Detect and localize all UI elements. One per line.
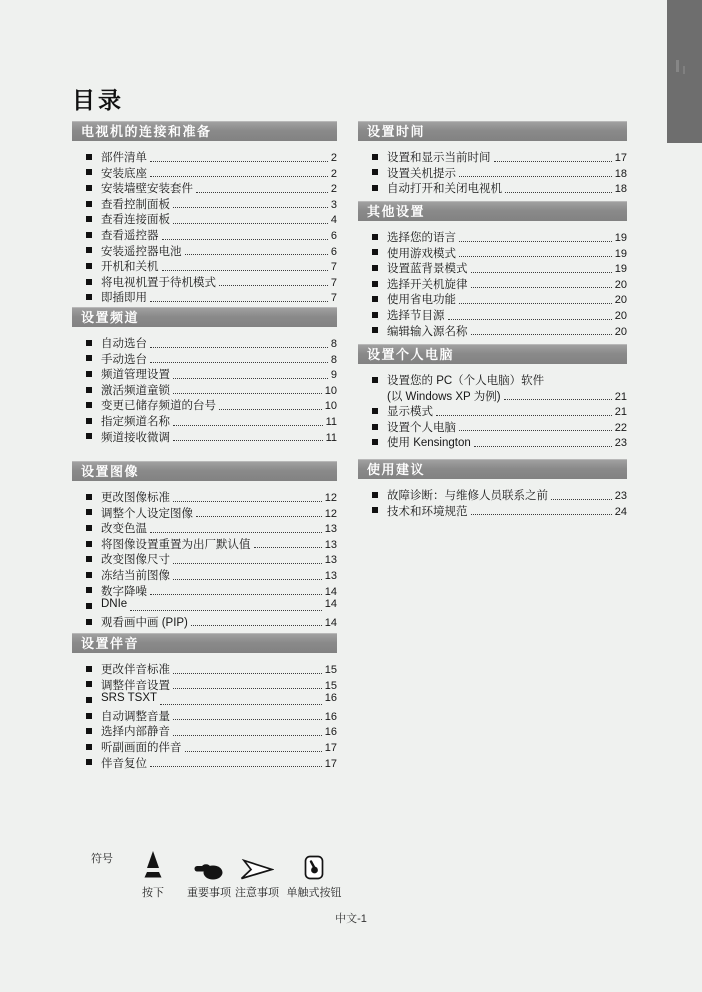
toc-item-page: 10 [324,400,337,413]
toc-item-page: 7 [330,292,337,305]
bullet-square-icon [86,744,92,750]
toc-item [372,372,627,388]
section-items [358,364,627,450]
dot-leader [150,161,328,162]
bullet-square-icon [86,666,92,672]
toc-item-page: 8 [330,338,337,350]
dot-leader [160,704,322,705]
bullet-square-icon [372,424,378,430]
section-title: 设置时间 [367,124,426,139]
bullet-square-icon [86,587,92,593]
dot-leader [459,256,612,257]
dot-leader [173,425,323,426]
toc-item-label: 编辑输入源名称 [387,325,468,338]
toc-item-page: 2 [330,167,337,180]
toc-item-label: 冻结当前图像 [101,569,170,582]
bullet-square-icon [86,418,92,424]
toc-item-label: 观看画中画 (PIP) [101,616,188,629]
bullet-square-icon [86,402,92,408]
bullet-square-icon [86,340,92,346]
dot-leader [173,673,322,674]
bullet-square-icon [372,249,378,255]
toc-item-label: 技术和环境规范 [387,505,468,518]
dot-leader [459,303,612,304]
bullet-square-icon [372,169,378,175]
toc-item-page: 13 [324,538,337,551]
toc-item [372,276,627,292]
toc-item-page: 18 [614,167,627,180]
toc-item-label: 安装墙壁安装套件 [101,183,193,196]
important-hand-icon [194,846,224,880]
toc-item [372,165,627,181]
toc-item-page: 6 [330,229,337,242]
dot-leader [162,239,328,240]
bullet-square-icon [86,185,92,191]
toc-item-page: 21 [614,406,627,419]
toc-item [372,291,627,307]
toc-item-page: 3 [330,198,337,211]
section-title: 其他设置 [367,204,426,219]
section-items [72,481,337,629]
bullet-square-icon [86,232,92,238]
toc-item-page: 11 [325,431,337,444]
dot-leader [150,301,328,302]
toc-item [86,429,337,445]
toc-item-label: 使用游戏模式 [387,247,456,260]
toc-item-label: 设置蓝背景模式 [387,263,468,276]
toc-item [86,755,337,771]
toc-item-label: 将图像设置重置为出厂默认值 [101,538,251,551]
toc-item-page: 19 [614,232,627,244]
toc-item-label: 改变图像尺寸 [101,554,170,567]
bullet-square-icon [86,294,92,300]
toc-item [86,567,337,583]
toc-item-label: 显示模式 [387,406,433,419]
legend-note-label: 注意事项 [235,887,279,899]
toc-item-label: 安装遥控器电池 [101,245,182,258]
bullet-square-icon [86,525,92,531]
toc-item-page: 14 [324,585,337,598]
toc-item [86,366,337,382]
dot-leader [173,378,328,379]
toc-item-page: 13 [324,569,337,582]
toc-item-label: 设置您的 PC（个人电脑）软件 [387,375,545,387]
toc-item-label: 开机和关机 [101,261,159,274]
dot-leader [459,241,612,242]
bullet-square-icon [86,509,92,515]
section-header-bar [358,121,627,141]
toc-item-page: 15 [324,664,337,676]
toc-section [358,344,627,450]
toc-section [72,461,337,629]
dot-leader [459,430,612,431]
toc-item-label: 部件清单 [101,152,147,164]
dot-leader [471,272,612,273]
toc-item [86,149,337,165]
toc-item-page: 12 [324,507,337,520]
legend-onetouch [278,846,350,900]
toc-item-page: 17 [324,741,337,754]
toc-item [372,307,627,323]
bullet-square-icon [86,603,92,609]
legend-press-label: 按下 [142,887,164,899]
toc-item-page: 2 [330,152,337,164]
toc-item-label: 将电视机置于待机模式 [101,276,216,289]
toc-item-label: 即插即用 [101,292,147,305]
section-header-bar [358,201,627,221]
toc-item-label: 设置和显示当前时间 [387,152,491,164]
bullet-square-icon [86,201,92,207]
toc-item [372,260,627,276]
toc-item-page: 20 [614,278,627,291]
toc-item-page: 15 [324,679,337,692]
legend-symbol [84,846,120,866]
toc-item-page: 2 [330,183,337,196]
toc-item-page: 13 [324,523,337,536]
bullet-square-icon [372,265,378,271]
toc-item-page: 14 [324,598,337,611]
toc-item-page: 22 [614,421,627,434]
bullet-square-icon [86,728,92,734]
toc-item-page: 19 [614,247,627,260]
bullet-square-icon [372,377,378,383]
toc-item [372,229,627,245]
toc-item-page: 20 [614,294,627,307]
toc-item [372,403,627,419]
dot-leader [471,334,612,335]
section-title: 电视机的连接和准备 [81,124,212,139]
toc-item-label: 选择内部静音 [101,726,170,739]
dot-leader [436,415,612,416]
toc-item-label: 调整个人设定图像 [101,507,193,520]
toc-section [72,307,337,444]
toc-item-page: 16 [324,692,337,705]
bullet-square-icon [372,281,378,287]
toc-item-label: 更改伴音标准 [101,664,170,676]
toc-item-label: DNIe [101,598,128,611]
note-arrow-icon [240,846,274,880]
bullet-square-icon [86,681,92,687]
dot-leader [196,516,322,517]
section-title: 设置伴音 [81,636,140,651]
toc-item-page: 11 [325,415,337,428]
toc-item-page: 17 [324,757,337,770]
bullet-square-icon [86,169,92,175]
toc-item [86,382,337,398]
toc-item [86,536,337,552]
bullet-square-icon [372,507,378,513]
dot-leader [254,547,322,548]
toc-item [86,180,337,196]
dot-leader [219,409,322,410]
bullet-square-icon [86,387,92,393]
dot-leader [173,579,322,580]
toc-item-page: 9 [330,369,337,382]
toc-item-label: 自动选台 [101,338,147,350]
toc-item-page: 20 [614,309,627,322]
dot-leader [185,254,328,255]
dot-leader [150,532,322,533]
section-header-bar [358,459,627,479]
toc-item-label: 激活频道童锁 [101,384,170,397]
toc-item [372,180,627,196]
toc-section [358,201,627,338]
toc-item-label: 自动调整音量 [101,710,170,723]
side-tab-mark [683,66,685,74]
toc-item-page: 23 [614,437,627,450]
toc-item [372,487,627,503]
toc-item-label: 调整伴音设置 [101,679,170,692]
toc-item [86,351,337,367]
dot-leader [173,501,322,502]
section-items [72,141,337,305]
bullet-square-icon [86,279,92,285]
toc-item [86,335,337,351]
dot-leader [173,563,322,564]
side-tab-mark [676,60,679,72]
section-items [72,653,337,770]
bullet-square-icon [86,619,92,625]
toc-item [86,583,337,599]
toc-item [86,258,337,274]
toc-item [86,165,337,181]
toc-item [86,289,337,305]
toc-item-label: 选择开关机旋律 [387,278,468,291]
toc-item [372,149,627,165]
toc-item-label: 安装底座 [101,167,147,180]
toc-item [372,419,627,435]
bullet-square-icon [86,697,92,703]
toc-item-label: 使用省电功能 [387,294,456,307]
toc-item-page: 8 [330,353,337,366]
bullet-square-icon [86,371,92,377]
toc-item [86,211,337,227]
toc-item-page: 13 [324,554,337,567]
bullet-square-icon [372,234,378,240]
section-items [358,141,627,196]
bullet-square-icon [86,572,92,578]
bullet-square-icon [86,263,92,269]
toc-item-label: 变更已储存频道的台号 [101,400,216,413]
toc-item-label: 频道接收微调 [101,431,170,444]
toc-item-page: 7 [330,276,337,289]
toc-item [86,196,337,212]
dot-leader [150,347,328,348]
toc-item [86,692,337,708]
toc-item-page: 24 [614,505,627,518]
section-header-bar [72,121,337,141]
toc-item [86,505,337,521]
toc-item-label: 查看遥控器 [101,229,159,242]
toc-item-label: 数字降噪 [101,585,147,598]
dot-leader [551,499,612,500]
toc-item [86,614,337,630]
toc-item [372,434,627,450]
dot-leader [448,319,612,320]
toc-item-label: 选择您的语言 [387,232,456,244]
toc-item-page: 17 [614,152,627,164]
legend-onetouch-label: 单触式按钮 [286,887,342,899]
toc-item-label: 改变色温 [101,523,147,536]
bullet-square-icon [372,408,378,414]
dot-leader [185,751,322,752]
toc-item [86,489,337,505]
toc-item [86,413,337,429]
dot-leader [150,176,328,177]
section-title: 使用建议 [367,462,426,477]
one-touch-button-icon [304,846,324,880]
toc-item [86,227,337,243]
toc-item [86,723,337,739]
toc-section [358,121,627,196]
toc-item-label: 查看连接面板 [101,214,170,227]
toc-item-label: 故障诊断：与维修人员联系之前 [387,490,548,502]
toc-item [86,661,337,677]
dot-leader [173,223,328,224]
toc-item-label: 手动选台 [101,353,147,366]
toc-item-page: 20 [614,325,627,338]
dot-leader [150,362,328,363]
dot-leader [173,719,322,720]
bullet-square-icon [86,247,92,253]
toc-item [372,388,627,404]
dot-leader [459,176,612,177]
bullet-square-icon [372,185,378,191]
toc-item-page: 7 [330,261,337,274]
section-items [358,479,627,518]
toc-item-label: 使用 Kensington [387,437,471,450]
section-title: 设置频道 [81,310,140,325]
bullet-square-icon [86,433,92,439]
section-header-bar [358,344,627,364]
dot-leader [162,270,328,271]
section-items [358,221,627,338]
bullet-square-icon [86,556,92,562]
dot-leader [130,610,322,611]
legend-symbol-label: 符号 [91,853,113,865]
toc-item [86,598,337,614]
toc-item [372,503,627,519]
toc-item-page: 10 [324,384,337,397]
page-title: 目录 [72,87,124,113]
toc-item-page: 21 [614,390,627,403]
toc-item-label: SRS TSXT [101,692,158,705]
toc-item-label: 设置个人电脑 [387,421,456,434]
dot-leader [494,161,612,162]
toc-item [86,551,337,567]
toc-item-label: 听副画面的伴音 [101,741,182,754]
dot-leader [474,446,612,447]
dot-leader [504,399,612,400]
toc-item [86,708,337,724]
dot-leader [219,285,328,286]
toc-item-page: 16 [324,710,337,723]
dot-leader [505,192,612,193]
dot-leader [173,207,328,208]
section-header-bar [72,461,337,481]
dot-leader [173,688,322,689]
section-title: 设置图像 [81,464,140,479]
dot-leader [471,287,612,288]
toc-item-page: 19 [614,263,627,276]
toc-item [86,677,337,693]
toc-item [86,739,337,755]
dot-leader [173,440,323,441]
bullet-square-icon [86,713,92,719]
toc-item-label: 选择节目源 [387,309,445,322]
bullet-square-icon [372,154,378,160]
page-number: 中文-1 [335,913,367,925]
legend-press [130,846,176,900]
bullet-square-icon [372,327,378,333]
bullet-square-icon [86,541,92,547]
toc-item-label: 查看控制面板 [101,198,170,211]
dot-leader [150,766,322,767]
bullet-square-icon [86,154,92,160]
toc-item-page: 12 [324,492,337,504]
toc-section [358,459,627,518]
press-triangle-icon [143,846,163,880]
toc-item-page: 18 [614,183,627,196]
dot-leader [191,625,322,626]
toc-item [86,520,337,536]
toc-item-label: 指定频道名称 [101,415,170,428]
toc-item-label: (以 Windows XP 为例) [387,390,501,403]
dot-leader [173,393,322,394]
bullet-square-icon [372,439,378,445]
section-items [72,327,337,444]
section-header-bar [72,633,337,653]
toc-item [86,243,337,259]
toc-item-label: 频道管理设置 [101,369,170,382]
toc-item-label: 设置关机提示 [387,167,456,180]
toc-item [372,323,627,339]
toc-section [72,633,337,770]
bullet-square-icon [372,312,378,318]
bullet-square-icon [86,494,92,500]
toc-item [86,274,337,290]
bullet-square-icon [86,759,92,765]
dot-leader [471,514,612,515]
toc-item-page: 23 [614,490,627,502]
toc-item-page: 14 [324,616,337,629]
dot-leader [196,192,328,193]
bullet-square-icon [372,296,378,302]
toc-item-label: 更改图像标准 [101,492,170,504]
section-header-bar [72,307,337,327]
toc-item-page: 4 [330,214,337,227]
dot-leader [150,594,322,595]
bullet-square-icon [86,355,92,361]
toc-item-page: 6 [330,245,337,258]
bullet-square-icon [372,492,378,498]
side-tab [667,0,702,143]
toc-item-label: 自动打开和关闭电视机 [387,183,502,196]
section-title: 设置个人电脑 [367,347,455,362]
legend-important-label: 重要事项 [187,887,231,899]
toc-section [72,121,337,305]
toc-item-page: 16 [324,726,337,739]
toc-item-label: 伴音复位 [101,757,147,770]
toc-item [372,245,627,261]
bullet-square-icon [86,216,92,222]
dot-leader [173,735,322,736]
toc-item [86,397,337,413]
